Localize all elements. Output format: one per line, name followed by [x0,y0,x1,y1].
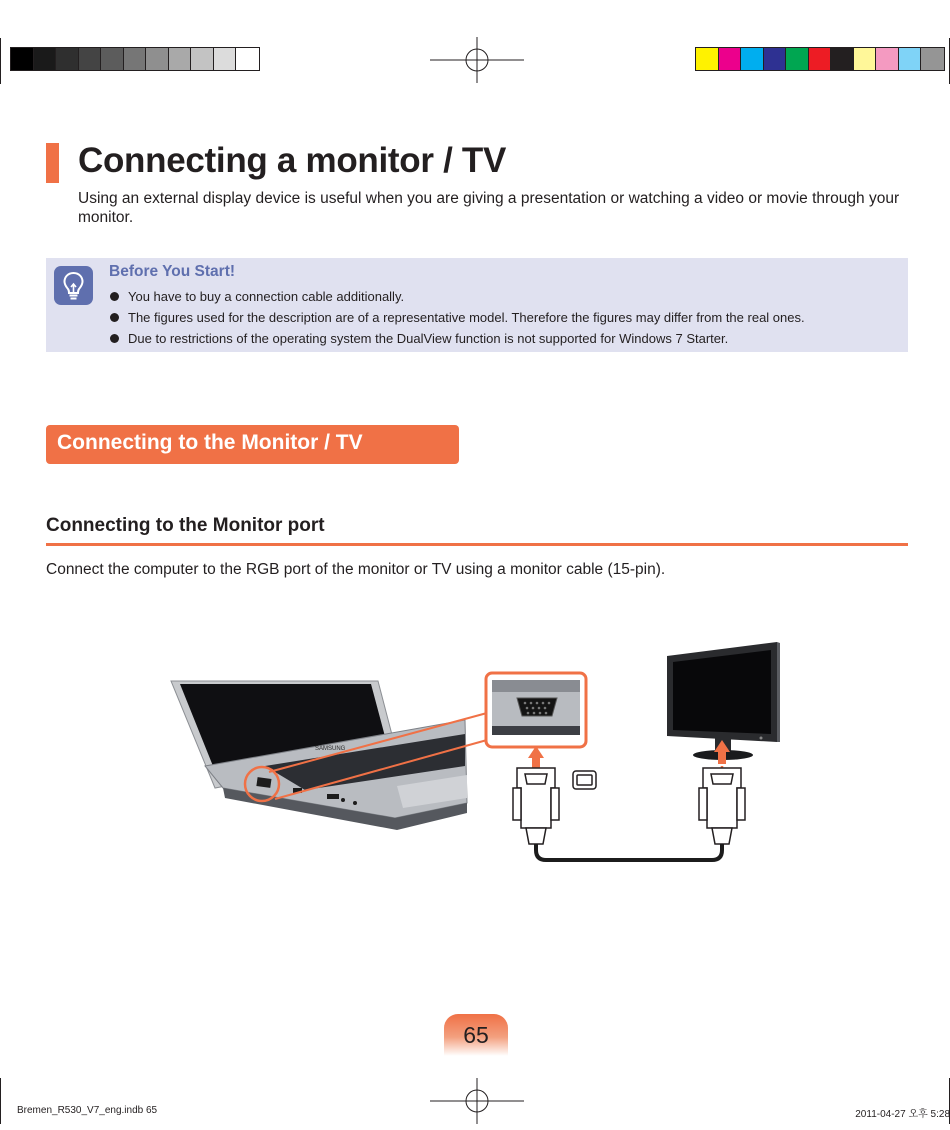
crop-mark-left-bottom [0,1078,1,1124]
swatch [831,48,854,70]
section-title: Connecting to the Monitor / TV [57,431,363,454]
note-item: The figures used for the description are of a representative model. Therefore the figures may differ from the real ones. [109,307,805,328]
swatch [764,48,787,70]
swatch [124,48,147,70]
swatch [719,48,742,70]
monitor-port-icon [573,771,596,789]
vga-plug-right [699,768,745,844]
gray-calibration-swatches [10,47,260,71]
lightbulb-icon [54,266,93,305]
swatch [786,48,809,70]
swatch [79,48,102,70]
swatch [191,48,214,70]
color-calibration-swatches [695,47,945,71]
swatch [236,48,259,70]
registration-mark-top [430,37,524,83]
registration-mark-bottom [430,1078,524,1124]
print-slug-date: 2011-04-27 오후 5:28 [855,1109,950,1120]
swatch [876,48,899,70]
intro-paragraph: Using an external display device is useful when you are giving a presentation or watching a video or movie through your monitor. [78,190,900,226]
vga-plug-left [513,768,559,844]
note-item: Due to restrictions of the operating system the DualView function is not supported for Windows 7 Starter. [109,328,805,349]
swatch [101,48,124,70]
swatch [899,48,922,70]
page-number: 65 [463,1022,489,1048]
note-heading: Before You Start! [109,263,236,280]
swatch [56,48,79,70]
note-item: You have to buy a connection cable additionally. [109,286,805,307]
page-title: Connecting a monitor / TV [78,141,507,180]
swatch [169,48,192,70]
instruction-text: Connect the computer to the RGB port of the monitor or TV using a monitor cable (15-pin). [46,561,666,578]
swatch [741,48,764,70]
swatch [214,48,237,70]
crop-mark-left-top [0,38,1,84]
monitor-cable [536,844,722,860]
connection-illustration [165,638,785,868]
swatch [11,48,34,70]
subsection-rule [46,543,908,546]
swatch [854,48,877,70]
swatch [146,48,169,70]
note-list [109,286,805,349]
subsection-title: Connecting to the Monitor port [46,515,325,536]
print-slug-filename: Bremen_R530_V7_eng.indb 65 [17,1105,158,1116]
page-number-badge [444,1014,508,1056]
section-header [46,425,459,464]
swatch [34,48,57,70]
swatch [921,48,944,70]
laptop-illustration [171,681,467,830]
before-you-start-box [46,258,908,352]
swatch [809,48,832,70]
port-closeup [486,673,586,747]
swatch [696,48,719,70]
laptop-brand-label: SAMSUNG [315,746,346,752]
title-accent-bar [46,143,59,183]
